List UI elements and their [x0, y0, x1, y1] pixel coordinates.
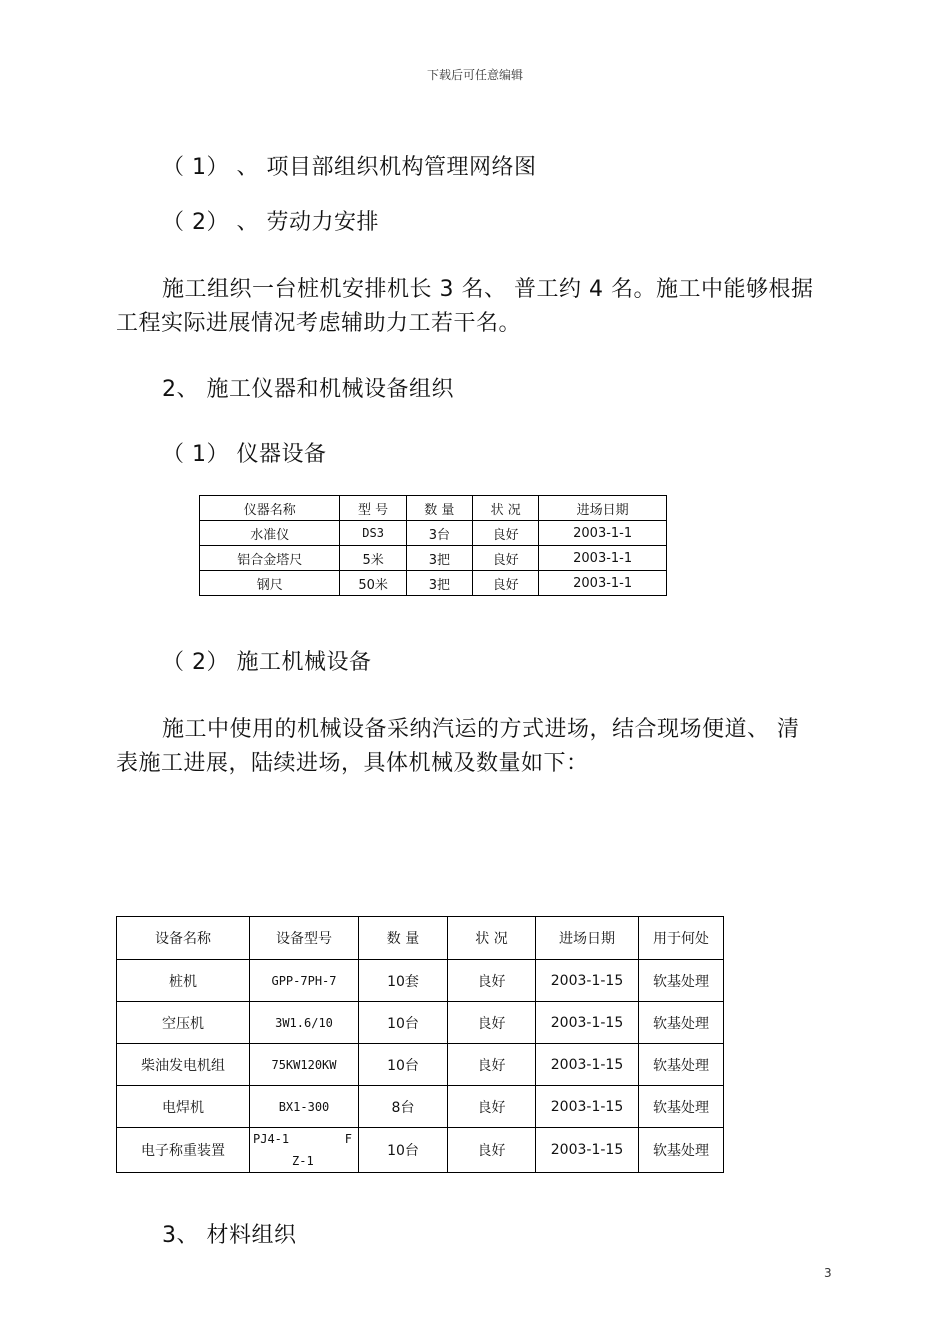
cell: 软基处理	[639, 1086, 724, 1128]
cell: 2003-1-15	[536, 1002, 639, 1044]
table-row	[117, 1086, 724, 1128]
table-row	[200, 521, 667, 546]
cell: 8台	[359, 1086, 448, 1128]
cell: 2003-1-15	[536, 1044, 639, 1086]
table-row	[117, 960, 724, 1002]
cell: 良好	[473, 571, 539, 596]
paragraph-labor-2: 工程实际进展情况考虑辅助力工若干名。	[116, 311, 522, 336]
header-cell: 进场日期	[539, 496, 667, 521]
cell: 良好	[448, 1128, 536, 1173]
cell: 3把	[406, 571, 472, 596]
cell: 良好	[448, 960, 536, 1002]
section-3-heading: 3、 材料组织	[162, 1223, 297, 1248]
header-cell: 用于何处	[639, 917, 724, 960]
cell: 3W1.6/10	[250, 1002, 359, 1044]
heading-org-chart: （ 1） 、 项目部组织机构管理网络图	[162, 155, 537, 180]
header-cell: 仪器名称	[200, 496, 340, 521]
table-row	[200, 571, 667, 596]
cell: 水准仪	[200, 521, 340, 546]
cell: 50米	[340, 571, 406, 596]
cell: 75KW120KW	[250, 1044, 359, 1086]
table-row	[117, 1044, 724, 1086]
cell: 软基处理	[639, 1002, 724, 1044]
cell: 2003-1-15	[536, 1086, 639, 1128]
cell: 10台	[359, 1044, 448, 1086]
cell: 良好	[448, 1086, 536, 1128]
section-2-heading: 2、 施工仪器和机械设备组织	[162, 377, 454, 402]
cell: 软基处理	[639, 1044, 724, 1086]
heading-machinery: （ 2） 施工机械设备	[162, 650, 372, 675]
cell: 良好	[473, 521, 539, 546]
instrument-table	[199, 495, 667, 596]
header-cell: 状 况	[448, 917, 536, 960]
heading-instruments: （ 1） 仪器设备	[162, 442, 327, 467]
cell: DS3	[340, 521, 406, 546]
cell: 桩机	[117, 960, 250, 1002]
model-part-c: Z-1	[292, 1154, 314, 1168]
cell: 柴油发电机组	[117, 1044, 250, 1086]
cell: 良好	[448, 1044, 536, 1086]
cell: 软基处理	[639, 1128, 724, 1173]
table-header-row	[117, 917, 724, 960]
model-part-b: F	[344, 1132, 352, 1146]
cell: 3把	[406, 546, 472, 571]
cell-model-split	[250, 1128, 359, 1173]
cell: 2003-1-15	[536, 1128, 639, 1173]
cell: 电子称重装置	[117, 1128, 250, 1173]
cell: 5米	[340, 546, 406, 571]
header-cell: 状 况	[473, 496, 539, 521]
cell: 良好	[473, 546, 539, 571]
header-cell: 设备名称	[117, 917, 250, 960]
cell: 10台	[359, 1128, 448, 1173]
model-part-a: PJ4-1	[253, 1132, 290, 1146]
cell: 铝合金塔尺	[200, 546, 340, 571]
paragraph-labor-1: 施工组织一台桩机安排机长 3 名、 普工约 4 名。施工中能够根据	[162, 277, 814, 302]
table-header-row	[200, 496, 667, 521]
machinery-table	[116, 916, 724, 1173]
page-number: 3	[824, 1266, 832, 1280]
model-split	[250, 1128, 358, 1172]
table-row	[117, 1128, 724, 1173]
table-row	[200, 546, 667, 571]
cell: 电焊机	[117, 1086, 250, 1128]
header-cell: 设备型号	[250, 917, 359, 960]
cell: 10台	[359, 1002, 448, 1044]
cell: GPP-7PH-7	[250, 960, 359, 1002]
cell: 空压机	[117, 1002, 250, 1044]
cell: BX1-300	[250, 1086, 359, 1128]
header-cell: 数 量	[406, 496, 472, 521]
cell: 钢尺	[200, 571, 340, 596]
paragraph-machinery-2: 表施工进展，陆续进场，具体机械及数量如下：	[116, 751, 589, 776]
page-header: 下载后可任意编辑	[426, 68, 523, 82]
header-cell: 型 号	[340, 496, 406, 521]
cell: 2003-1-15	[536, 960, 639, 1002]
cell: 良好	[448, 1002, 536, 1044]
cell: 2003-1-1	[539, 571, 667, 596]
cell: 10套	[359, 960, 448, 1002]
heading-labor: （ 2） 、 劳动力安排	[162, 210, 379, 235]
cell: 2003-1-1	[539, 546, 667, 571]
table-row	[117, 1002, 724, 1044]
cell: 2003-1-1	[539, 521, 667, 546]
cell: 3台	[406, 521, 472, 546]
header-cell: 进场日期	[536, 917, 639, 960]
cell: 软基处理	[639, 960, 724, 1002]
paragraph-machinery-1: 施工中使用的机械设备采纳汽运的方式进场，结合现场便道、 清	[162, 717, 800, 742]
header-cell: 数 量	[359, 917, 448, 960]
